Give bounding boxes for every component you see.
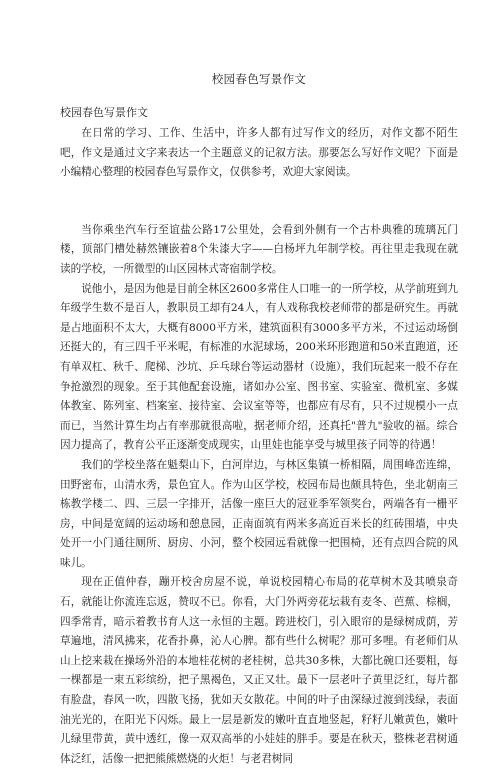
body-paragraph: 当你乘坐汽车行至谊盐公路17公里处，会看到外侧有一个古朴典雅的琉璃瓦门楼，顶部门槽处赫然镶嵌着8个朱漆大字——白杨坪九年制学校。再往里走我现在就读的学校，一所微型的山区园林式寄宿制学校。 xyxy=(60,223,458,275)
section-gap xyxy=(60,183,458,221)
body-paragraph: 我们的学校坐落在魁梨山下，白河岸边，与林区集镇一桥相隔，周围峰峦连绵，田野密布，山清水秀，景色宜人。作为山区学校，校园布局也颇具特色，坐北朝南三栋教学楼二、四、三层一字排开，活像一座巨大的冠亚季军领奖台，两端各有一栅平房，中间是宽阔的运动场和憩息园，正南面筑有两米多高近百米长的红砖围墙，中央处开一小门通往厕所、厨房、小河，整个校园远看就像一把围椅，还有点四合院的风味儿。 xyxy=(60,458,458,569)
body-paragraph: 说他小，是因为他是目前全林区2600多常住人口唯一的一所学校，从学前班到九年级学生数不是百人，教职员工却有24人，有人戏称我校老师带的都是研究生。再就是占地面积不太大，大概有8000平方米，建筑面积有3000多平方米，不过运动场倒还挺大的，有三四千平米呢，有标准的水泥球场，200米环形跑道和50米直跑道，还有单双杠、秋千、爬梯、沙坑、乒乓球台等运动器材（设施），我们玩起来一般不存在争抢激烈的现象。至于其他配套设施，诸如办公室、图书室、实验室、微机室、多媒体教室、陈列室、档案室、接待室、会议室等等，也都应有尽有，只不过规模小一点而已，当然计算生均占有率那就很高啦，据老师介绍，还真托"普九"验收的福。综合因力提高了，教育公平正逐渐变成现实，山里娃也能享受与城里孩子同等的待遇！ xyxy=(60,282,458,452)
body-paragraph: 现在正值仲春，蹦开校舍房屋不说，单说校园精心布局的花草树木及其喷泉奇石，就能让你流连忘返，赞叹不已。你看，大门外两旁花坛栽有麦冬、芭蕉、棕榈，四季常青，暗示着教书育人这一永恒的主题。跨进校门，引入眼帘的是绿树成荫，芳草遍地，清风拂来，花香扑鼻，沁人心脾。都有些什么树呢？那可多哩。有老师们从山上挖来栽在操场外沿的本地桂花树的老桂树，总共30多株，大都比碗口还要粗，每一棵都是一束五彩缤纷，把子黑褐色，又正又壮。最下一层老叶子黄里泛红，每片都有脸盘，春风一吹，四散飞扬，犹如天女散花。中间的叶子由深绿过渡到浅绿，表面油光光的，在阳光下闪烁。最上一层是新发的嫩叶直直地竖起，籽籽儿嫩黄色，嫩叶儿绿里带黄，黄中透红，像一双双高举的小娃娃的胖手。要是在秋天，整株老君树通体泛红，活像一把把熊熊燃烧的火炬！与老君树同 xyxy=(60,576,458,765)
document-title: 校园春色写景作文 xyxy=(211,72,307,86)
document-subtitle: 校园春色写景作文 xyxy=(60,106,148,119)
intro-paragraph: 在日常的学习、工作、生活中，许多人都有过写作文的经历，对作文都不陌生吧，作文是通过文字来表达一个主题意义的记叙方法。那要怎么写好作文呢？下面是小编精心整理的校园春色写景作文，仅供参考，欢迎大家阅读。 xyxy=(60,127,458,179)
